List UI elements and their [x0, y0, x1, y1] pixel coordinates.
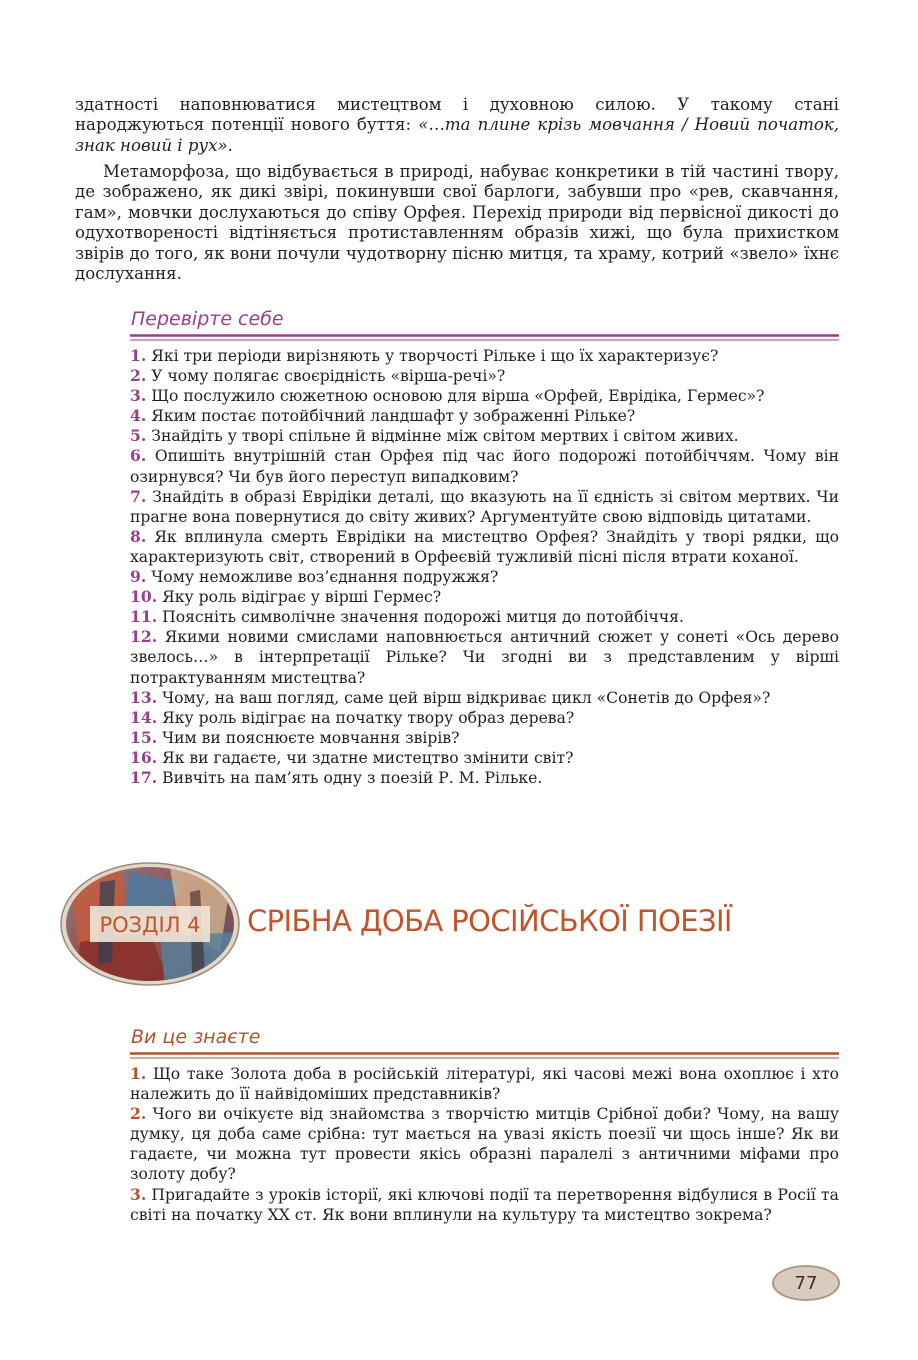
- question-number: 13.: [130, 687, 158, 707]
- question-item: [130, 748, 839, 768]
- question-item: [130, 1185, 839, 1225]
- question-item: [130, 446, 839, 486]
- question-text: Що таке Золота доба в російській літературі, які часові межі вона охоплює і хто належить до її найвідоміших представників?: [130, 1065, 839, 1104]
- question-number: 4.: [130, 406, 147, 426]
- question-number: 9.: [130, 567, 147, 587]
- question-text: Поясніть символічне значення подорожі митця до потойбіччя.: [162, 608, 684, 627]
- question-number: 2.: [130, 366, 147, 386]
- question-item: [130, 487, 839, 527]
- poem-quote: «…та плине крізь мовчання / Новий початок, знак новий і рух»: [75, 115, 839, 155]
- question-number: 5.: [130, 426, 147, 446]
- question-item: [130, 708, 839, 728]
- question-item: [130, 406, 839, 426]
- intro-paragraph-1: [75, 95, 839, 156]
- question-text: Яким постає потойбічний ландшафт у зображенні Рільке?: [151, 407, 636, 426]
- chapter-title: СРІБНА ДОБА РОСІЙСЬКОЇ ПОЕЗІЇ: [247, 904, 732, 938]
- section-divider: [130, 333, 839, 343]
- section-title-you-know: Ви це знаєте: [131, 1026, 261, 1048]
- question-item: [130, 607, 839, 627]
- intro-text-end: .: [227, 135, 233, 155]
- question-text: Чому, на ваш погляд, саме цей вірш відкриває цикл «Сонетів до Орфея»?: [162, 688, 771, 707]
- question-text: Яку роль відіграє на початку твору образ дерева?: [162, 708, 575, 727]
- question-item: [130, 346, 839, 366]
- question-text: Як вплинула смерть Еврідіки на мистецтво Орфея? Знайдіть у творі рядки, що характеризують світ, створений в Орфеєвій тужливій пісні після втрати коханої.: [130, 527, 839, 566]
- question-item: [130, 768, 839, 788]
- question-text: Опишіть внутрішній стан Орфея під час його подорожі потойбіччям. Чому він озирнувся? Чи був його переступ випадковим?: [130, 447, 839, 486]
- question-text: У чому полягає своєрідність «вірша-речі»?: [151, 367, 506, 386]
- question-number: 17.: [130, 767, 158, 787]
- question-text: Чого ви очікуєте від знайомства з творчістю митців Срібної доби? Чому, на вашу думку, ця доба саме срібна: тут мається на увазі якість поезії чи щось інше? Як ви гадаєте, чи можна тут провести якісь образні паралелі з античними міфами про золоту добу?: [130, 1105, 839, 1184]
- question-number: 2.: [130, 1104, 147, 1124]
- question-text: Знайдіть у творі спільне й відмінне між світом мертвих і світом живих.: [151, 427, 739, 446]
- chapter-badge: [60, 862, 240, 986]
- question-number: 1.: [130, 346, 147, 365]
- section-divider: [130, 1051, 839, 1061]
- question-item: [130, 1104, 839, 1184]
- know-questions-list: [130, 1064, 839, 1225]
- question-item: [130, 366, 839, 386]
- chapter-badge-label: РОЗДІЛ 4: [99, 913, 201, 937]
- question-number: 3.: [130, 386, 147, 406]
- question-number: 16.: [130, 747, 158, 767]
- question-number: 12.: [130, 627, 158, 647]
- question-item: [130, 688, 839, 708]
- question-number: 14.: [130, 707, 158, 727]
- question-number: 6.: [130, 446, 147, 466]
- page-number: 77: [772, 1265, 840, 1301]
- question-text: Яку роль відіграє у вірші Гермес?: [162, 588, 442, 607]
- question-item: [130, 426, 839, 446]
- question-item: [130, 587, 839, 607]
- question-number: 7.: [130, 486, 147, 506]
- question-text: Як ви гадаєте, чи здатне мистецтво змінити світ?: [162, 748, 574, 767]
- question-number: 15.: [130, 727, 158, 747]
- question-text: Якими новими смислами наповнюється античний сюжет у сонеті «Ось дерево звелось…» в інтерпретації Рільке? Чи згодні ви з представленим у вірші потрактуванням мистецтва?: [130, 628, 839, 687]
- question-number: 3.: [130, 1184, 147, 1204]
- question-item: [130, 1064, 839, 1104]
- check-questions-list: [130, 346, 839, 788]
- intro-text: здатності наповнюватися мистецтвом і духовною силою. У такому стані народжуються потенції нового буття:: [75, 95, 839, 135]
- question-item: [130, 627, 839, 687]
- question-number: 10.: [130, 587, 158, 607]
- intro-paragraph-2: Метаморфоза, що відбувається в природі, набуває конкретики в тій частині твору, де зображено, як дикі звірі, покинувши свої барлоги, забувши про «рев, скавчання, гам», мовчки дослухаються до співу Орфея. Перехід природи від первісної дикості до одухотвореності відтіняється протиставленням образів хижі, що була прихистком звірів до того, як вони почули чудотворну пісню митця, та храму, котрий «звело» їхнє дослухання.: [75, 162, 839, 284]
- question-text: Чому неможливе воз’єднання подружжя?: [151, 568, 499, 587]
- question-item: [130, 386, 839, 406]
- section-title-check-yourself: Перевірте себе: [131, 308, 284, 330]
- question-text: Пригадайте з уроків історії, які ключові події та перетворення відбулися в Росії та світі на початку XX ст. Як вони вплинули на культуру та мистецтво зокрема?: [130, 1185, 839, 1224]
- question-number: 11.: [130, 607, 158, 627]
- question-item: [130, 567, 839, 587]
- question-number: 1.: [130, 1064, 147, 1083]
- question-number: 8.: [130, 526, 147, 546]
- question-text: Знайдіть в образі Еврідіки деталі, що вказують на її єдність зі світом мертвих. Чи прагне вона повернутися до світу живих? Аргументуйте свою відповідь цитатами.: [130, 487, 839, 526]
- question-text: Які три періоди вирізняють у творчості Рільке і що їх характеризує?: [151, 347, 719, 365]
- question-text: Що послужило сюжетною основою для вірша «Орфей, Еврідіка, Гермес»?: [151, 387, 765, 406]
- question-item: [130, 527, 839, 567]
- question-text: Вивчіть на пам’ять одну з поезій Р. М. Рільке.: [162, 768, 543, 787]
- question-item: [130, 728, 839, 748]
- question-text: Чим ви пояснюєте мовчання звірів?: [162, 728, 460, 747]
